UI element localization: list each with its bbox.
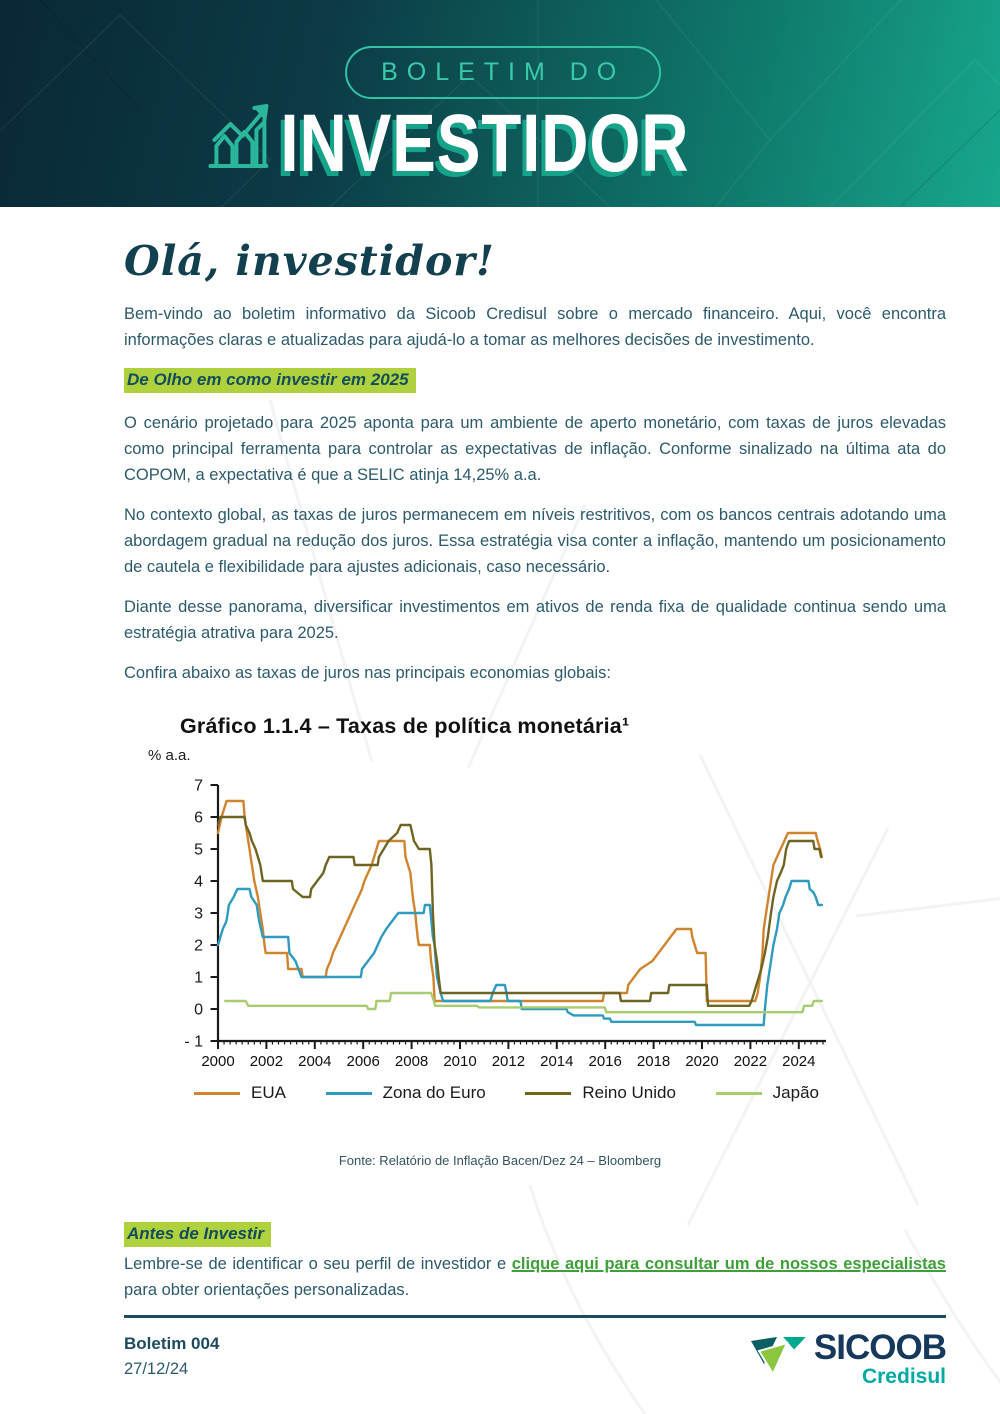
legend-label: Japão — [772, 1083, 819, 1102]
x-tick-label: 2024 — [782, 1053, 816, 1070]
header-banner — [0, 0, 1000, 207]
bulletin-date: 27/12/24 — [124, 1360, 189, 1378]
chart-title: Gráfico 1.1.4 – Taxas de política monetária¹ — [180, 714, 630, 738]
header-title-row — [208, 96, 791, 189]
legend-item-japão — [716, 1083, 819, 1103]
footer-meta — [124, 1334, 219, 1379]
footer — [124, 1328, 946, 1389]
x-tick-label: 2016 — [588, 1053, 622, 1070]
footer-divider — [124, 1315, 946, 1318]
y-tick-label: 7 — [194, 777, 203, 795]
legend-item-eua — [194, 1083, 286, 1103]
legend-label: Reino Unido — [582, 1083, 676, 1102]
legend-item-zona-do-euro — [326, 1083, 486, 1103]
legend-swatch — [194, 1092, 240, 1095]
legend-item-reino-unido — [525, 1083, 676, 1103]
x-tick-label: 2020 — [685, 1053, 719, 1070]
y-tick-label: 4 — [194, 873, 203, 891]
section-highlight-antes: Antes de Investir — [124, 1222, 271, 1247]
paragraph-cenario: O cenário projetado para 2025 aponta para um ambiente de aperto monetário, com taxas de juros elevadas como principal ferramenta para controlar as expectativas de inflação. Conforme sinalizado na última ata do COPOM, a expectativa é que a SELIC atinja 14,25% a.a. — [124, 414, 946, 484]
x-tick-label: 2014 — [540, 1053, 574, 1070]
sicoob-wordmark — [814, 1330, 946, 1389]
growth-chart-icon — [208, 96, 274, 177]
x-tick-label: 2018 — [636, 1053, 671, 1070]
x-tick-label: 2012 — [491, 1053, 526, 1070]
x-tick-label: 2004 — [298, 1053, 332, 1070]
chart-plot — [154, 770, 894, 1070]
greeting-heading: Olá, investidor! — [124, 237, 495, 285]
credisul-name: Credisul — [861, 1364, 946, 1388]
paragraph-confira: Confira abaixo as taxas de juros nas principais economias globais: — [124, 664, 612, 682]
paragraph-contexto-global: No contexto global, as taxas de juros permanecem em níveis restritivos, com os bancos centrais adotando uma abordagem gradual na redução dos juros. Essa estratégia visa conter a inflação, mantendo um posicionamento de cautela e flexibilidade para ajustes adicionais, caso necessário. — [124, 506, 946, 576]
sicoob-name: SICOOB — [813, 1328, 946, 1367]
specialist-link[interactable]: clique aqui para consultar um de nossos especialistas — [511, 1255, 946, 1273]
x-tick-label: 2000 — [201, 1053, 235, 1070]
sicoob-mark-icon — [750, 1336, 810, 1387]
x-tick-label: 2006 — [346, 1053, 380, 1070]
x-tick-label: 2008 — [394, 1053, 429, 1070]
legend-label: Zona do Euro — [382, 1083, 486, 1102]
header-badge: BOLETIM DO — [345, 46, 661, 99]
before-invest-paragraph — [124, 1251, 946, 1303]
x-tick-label: 2022 — [733, 1053, 768, 1070]
y-tick-label: 3 — [194, 905, 203, 923]
before-invest-text-start: Lembre-se de identificar o seu perfil de investidor e — [124, 1255, 512, 1273]
legend-swatch — [716, 1092, 762, 1095]
before-invest-text-end: para obter orientações personalizadas. — [124, 1281, 410, 1299]
y-tick-label: 5 — [194, 841, 203, 859]
y-tick-label: 6 — [194, 809, 203, 827]
content — [0, 237, 1000, 1389]
bulletin-number: Boletim 004 — [124, 1334, 220, 1353]
legend-swatch — [525, 1092, 571, 1095]
y-tick-label: 0 — [194, 1001, 203, 1019]
legend-label: EUA — [251, 1083, 286, 1102]
page-title: INVESTIDOR — [280, 98, 690, 189]
x-tick-label: 2010 — [443, 1053, 477, 1070]
chart-source: Fonte: Relatório de Inflação Bacen/Dez 24 – Bloomberg — [338, 1153, 662, 1168]
chart-y-axis-unit: % a.a. — [148, 747, 191, 764]
welcome-paragraph: Bem-vindo ao boletim informativo da Sicoob Credisul sobre o mercado financeiro. Aqui, você encontra informações claras e atualizadas para ajudá-lo a tomar as melhores decisões de investimento. — [124, 305, 946, 349]
paragraph-panorama: Diante desse panorama, diversificar investimentos em ativos de renda fixa de qualidade continua sendo uma estratégia atrativa para 2025. — [124, 598, 946, 642]
x-tick-label: 2002 — [249, 1053, 284, 1070]
sicoob-logo — [750, 1330, 946, 1389]
legend-swatch — [326, 1092, 372, 1095]
y-tick-label: - 1 — [184, 1033, 203, 1051]
series-line-eua — [218, 801, 822, 1001]
policy-rates-chart — [124, 714, 946, 1168]
section-highlight-2025: De Olho em como investir em 2025 — [124, 368, 416, 393]
chart-legend — [194, 1083, 819, 1103]
y-tick-label: 2 — [194, 937, 203, 955]
series-line-zona-do-euro — [218, 881, 822, 1025]
y-tick-label: 1 — [194, 969, 203, 987]
